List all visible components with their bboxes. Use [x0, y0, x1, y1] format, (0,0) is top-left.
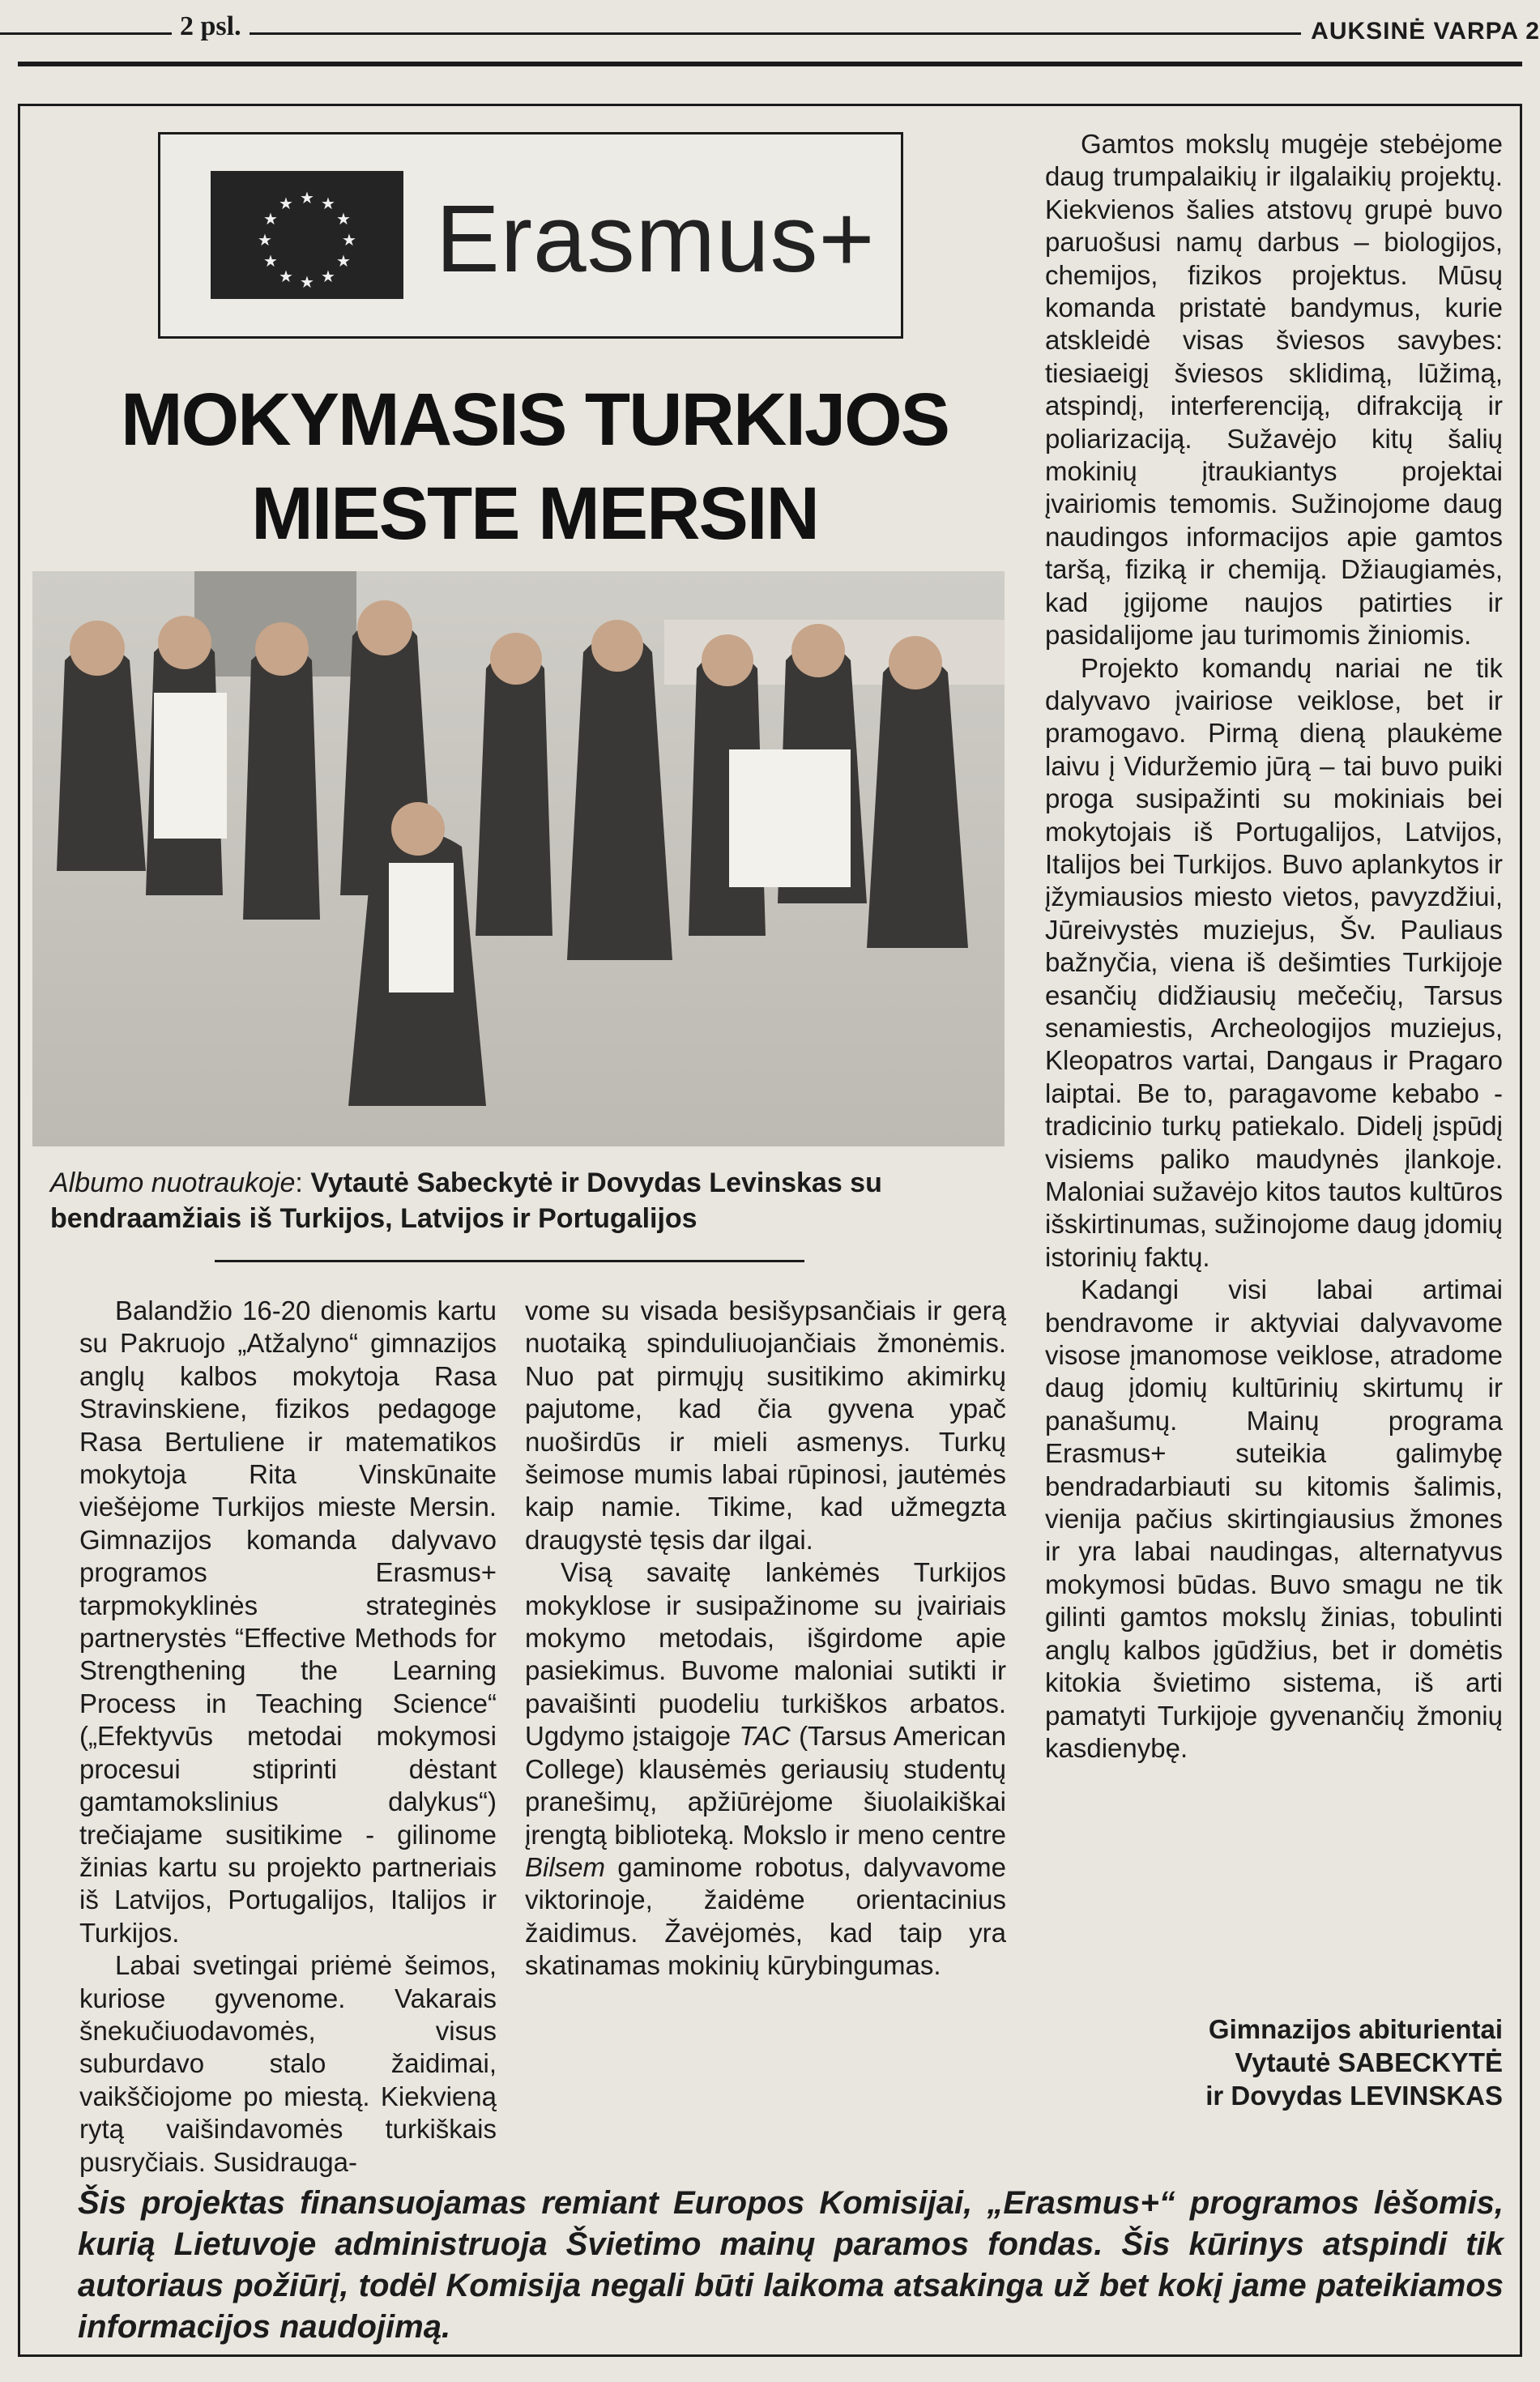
svg-text:★: ★	[300, 272, 314, 292]
bilsem-name: Bilsem	[525, 1851, 606, 1882]
caption-separator: :	[295, 1168, 311, 1198]
article-column-3	[1045, 128, 1503, 1765]
caption-lead: Albumo nuotraukoje	[50, 1168, 296, 1198]
group-photo	[32, 571, 1005, 1146]
article-column-1	[79, 1295, 497, 2179]
column3-paragraph: Gamtos mokslų mugėje stebėjome daug trumpalaikių ir ilgalaikių projektų. Kiekvienos šalies atstovų grupė buvo paruošusi namų darbus – biologijos, chemijos, fizikos projektus. Mūsų komanda pristatė bandymus, kurie atskleidė visas šviesos savybes: tiesiaeigį šviesos sklidimą, lūžimą, atspindį, interferenciją, difrakciją ir poliarizaciją. Sužavėjo kitų šalių mokinių įtraukiantys projektai įvairiomis temomis. Sužinojome daug naudingos informacijos apie gamtos taršą, fiziką ir chemiją. Džiaugiamės, kad įgijome naujos patirties ir pasidalijome jau turimomis žiniomis.	[1045, 129, 1503, 651]
header-rule-bottom	[18, 62, 1522, 66]
photo-caption	[50, 1165, 1014, 1236]
article-title-line1: MOKYMASIS TURKIJOS	[120, 378, 949, 461]
svg-text:★: ★	[300, 188, 314, 207]
column3-paragraph: Projekto komandų nariai ne tik dalyvavo įvairiose veiklose, bet ir pramogavo. Pirmą dieną plaukėme laivu į Viduržemio jūrą – tai buvo puiki proga susipažinti su mokiniais bei mokytojais iš Portugalijos, Latvijos, Italijos bei Turkijos. Buvo aplankytos ir įžymiausios miesto vietos, pavyzdžiui, Jūreivystės muziejus, Šv. Pauliaus bažnyčia, viena iš dešimties Turkijoje esančių didžiausių mečečių, Tarsus senamiestis, Archeologijos muziejus, Kleopatros vartai, Dangaus ir Pragaro laiptai. Be to, paragavome kebabo - tradicinio turkų patiekalo. Didelį įspūdį visiems paliko maudynės įlankoje. Maloniai sužavėjo kitos tautos kultūros išskirtinumas, sužinojome daug įdomių istorinių faktų.	[1045, 652, 1503, 1272]
caption-names: Vytautė Sabeckytė ir Dovydas Levinskas su bendraamžiais iš Turkijos, Latvijos ir Portugalijos	[50, 1168, 882, 1234]
column2-text: Visą savaitę lankėmės Turkijos mokyklose ir susipažinome su įvairiais mokymo metodais, išgirdome apie pasiekimus. Buvome maloniai sutikti ir pavaišinti puodeliu turkiškos arbatos. Ugdymo įstaigoje	[525, 1557, 1006, 1752]
column3-paragraph: Kadangi visi labai artimai bendravome ir aktyviai dalyvavome visose įmanomose veiklose, atradome daug įdomių kultūrinių skirtumų ir panašumų. Mainų programa Erasmus+ suteikia galimybę bendradarbiauti su kitomis šalimis, vienija pačius skirtingiausius žmones ir yra labai naudingas, alternatyvus mokymosi būdas. Buvo smagu ne tik gilinti gamtos mokslų žinias, tobulinti anglų kalbos įgūdžius, bet ir domėtis kitokia švietimo sistema, iš arti pamatyti Turkijoje gyvenančių žmonių kasdienybę.	[1045, 1274, 1503, 1763]
column1-paragraph: Balandžio 16-20 dienomis kartu su Pakruojo „Atžalyno“ gimnazijos anglų kalbos mokytoja Rasa Stravinskiene, fizikos pedagoge Rasa Bertuliene ir matematikos mokytoja Rita Vinskūnaite viešėjome Turkijos mieste Mersin. Gimnazijos komanda dalyvavo programos Erasmus+ tarpmokyklinės strateginės partnerystės “Effective Methods for Strengthening the Learning Process in Teaching Science“ („Efektyvūs metodai mokymosi procesui stiprinti dėstant gamtamokslinius dalykus“) trečiajame susitikime - gilinome žinias kartu su projekto partneriais iš Latvijos, Portugalijos, Italijos ir Turkijos.	[79, 1296, 497, 1948]
svg-text:★: ★	[342, 230, 356, 250]
newspaper-name: AUKSINĖ VARPA 2	[1301, 18, 1540, 45]
erasmus-logo	[158, 132, 903, 339]
svg-text:★: ★	[321, 194, 335, 213]
tac-name: TAC	[739, 1721, 791, 1752]
svg-text:★: ★	[336, 209, 351, 228]
erasmus-logo-text: Erasmus+	[436, 186, 876, 292]
page-number: 2 psl.	[172, 11, 250, 42]
svg-text:★: ★	[279, 267, 293, 286]
svg-text:★: ★	[336, 251, 351, 271]
article-title	[49, 373, 1021, 561]
column2-paragraph: vome su visada besišypsančiais ir gerą nuotaiką spinduliuojančiais žmonėmis. Nuo pat pirmųjų susitikimo akimirkų pajutome, kad čia gyvena ypač nuoširdūs ir mieli asmenys. Turkų šeimose mumis labai rūpinosi, jautėmės kaip namie. Tikime, kad užmegzta draugystė tęsis dar ilgai.	[525, 1296, 1006, 1555]
column2-text: gaminome robotus, dalyvavome viktorinoje, žaidėme orientacinius žaidimus. Žavėjomės, kad taip yra skatinamas mokinių kūrybingumas.	[525, 1851, 1006, 1981]
author-signature	[1045, 2013, 1503, 2112]
signature-line: Vytautė SABECKYTĖ	[1235, 2047, 1503, 2077]
eu-flag-icon	[211, 171, 403, 299]
article-column-2	[525, 1295, 1006, 1983]
funding-disclaimer: Šis projektas finansuojamas remiant Europos Komisijai, „Erasmus+“ programos lėšomis, kurią Lietuvoje administruoja Švietimo mainų paramos fondas. Šis kūrinys atspindi tik autoriaus požiūrį, todėl Komisija negali būti laikoma atsakinga už bet kokį jame pateikiamos informacijos naudojimą.	[78, 2185, 1504, 2345]
column1-paragraph: Labai svetingai priėmė šeimos, kuriose gyvenome. Vakarais šnekučiuodavomės, visus suburdavo stalo žaidimai, vaikščiojome po miestą. Kiekvieną rytą vaišindavomės turkiškais pusryčiais. Susidrauga-	[79, 1950, 497, 2177]
column2-text: (Tarsus American College) klausėmės geriausių studentų pranešimų, apžiūrėjome šiuolaikiškai įrengtą biblioteką. Mokslo ir meno centre	[525, 1721, 1006, 1850]
svg-text:★: ★	[279, 194, 293, 213]
column2-paragraph	[525, 1556, 1006, 1982]
article-title-line2: MIESTE MERSIN	[251, 472, 818, 555]
svg-text:★: ★	[258, 230, 272, 250]
svg-text:★: ★	[321, 267, 335, 286]
svg-text:★: ★	[263, 251, 278, 271]
signature-line: Gimnazijos abiturientai	[1208, 2014, 1503, 2044]
caption-divider	[215, 1260, 804, 1262]
signature-line: ir Dovydas LEVINSKAS	[1205, 2081, 1503, 2111]
svg-text:★: ★	[263, 209, 278, 228]
